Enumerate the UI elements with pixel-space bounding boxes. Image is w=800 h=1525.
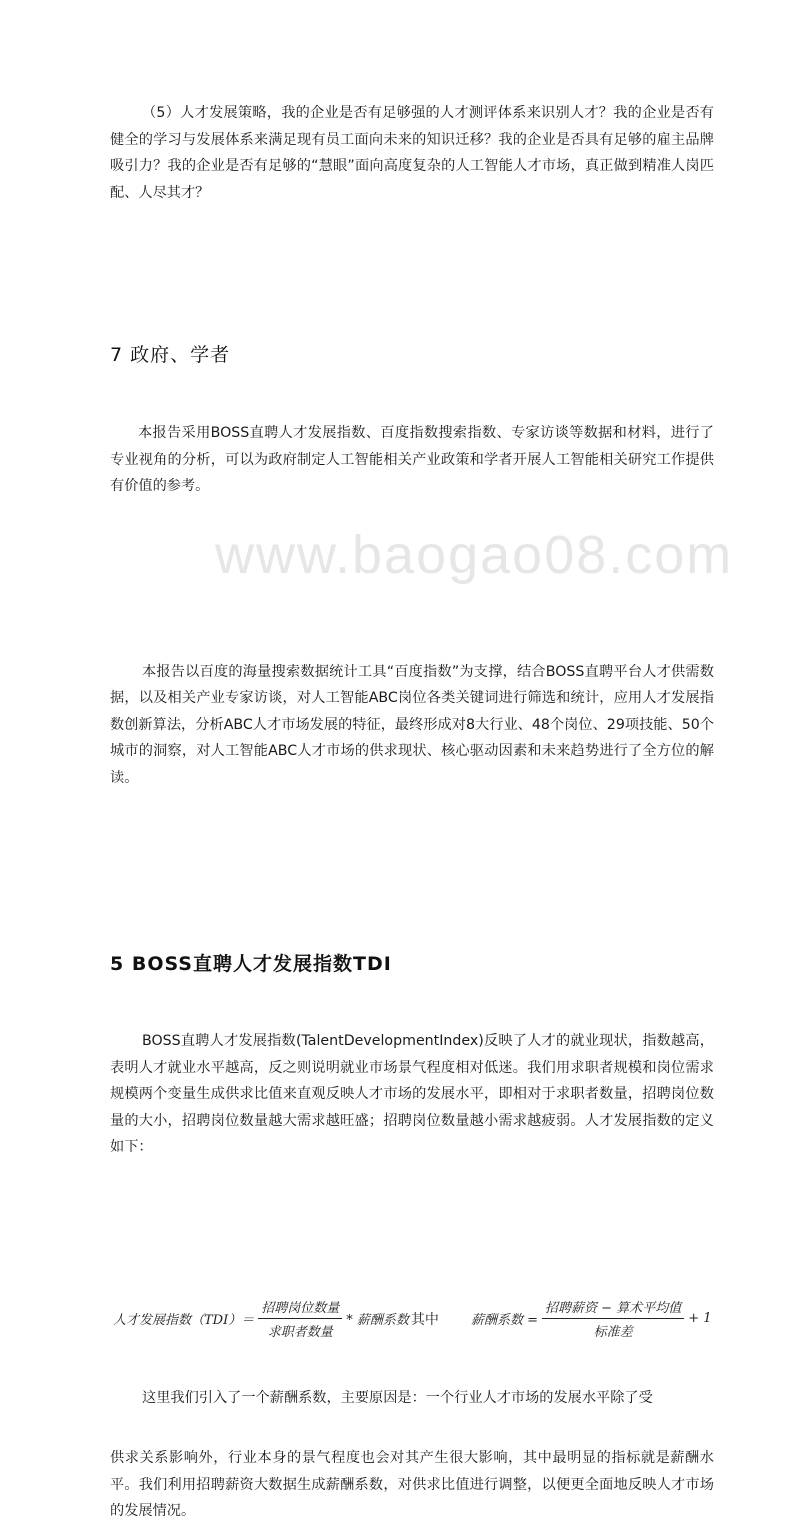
formula-where-text: 其中 — [410, 1311, 439, 1328]
formula-tdi-multiplier: * 薪酬系数 — [346, 1313, 409, 1328]
formula-coef-fraction — [542, 1297, 684, 1340]
formula-tdi-denominator: 求职者数量 — [267, 1325, 333, 1340]
formula-coef-plus-one: + 1 — [688, 1311, 712, 1326]
formula-coef-lhs: 薪酬系数 = — [471, 1313, 539, 1328]
paragraph-government-scholars: 本报告采用BOSS直聘人才发展指数、百度指数搜索指数、专家访谈等数据和材料，进行了专业视角的分析，可以为政府制定人工智能相关产业政策和学者开展人工智能相关研究工作提供有价值的参考。 — [110, 425, 714, 494]
paragraph-tdi-definition: BOSS直聘人才发展指数(TalentDevelopmentIndex)反映了人才的就业现状，指数越高，表明人才就业水平越高，反之则说明就业市场景气程度相对低迷。我们用求职者规模和岗位需求规模两个变量生成供求比值来直观反映人才市场的发展水平，即相对于求职者数量，招聘岗位数量的大小，招聘岗位数量越大需求越旺盛；招聘岗位数量越小需求越疲弱。人才发展指数的定义如下： — [110, 1033, 714, 1155]
formula-tdi-numerator: 招聘岗位数量 — [258, 1297, 342, 1319]
paragraph-salary-coef-rest: 供求关系影响外，行业本身的景气程度也会对其产生很大影响，其中最明显的指标就是薪酬水平。我们利用招聘薪资大数据生成薪酬系数，对供求比值进行调整，以便更全面地反映人才市场的发展情况。 — [110, 1450, 714, 1519]
tdi-formula — [113, 1298, 723, 1340]
paragraph-salary-coef-line1: 这里我们引入了一个薪酬系数，主要原因是：一个行业人才市场的发展水平除了受 — [142, 1389, 653, 1406]
section-heading-5: 5 BOSS直聘人才发展指数TDI — [110, 953, 392, 975]
formula-coef-numerator: 招聘薪资 − 算术平均值 — [542, 1297, 684, 1319]
formula-tdi-fraction — [258, 1297, 342, 1340]
section-heading-7: 7 政府、学者 — [110, 344, 231, 366]
paragraph-baidu-index: 本报告以百度的海量搜索数据统计工具“百度指数”为支撑，结合BOSS直聘平台人才供需数据，以及相关产业专家访谈，对人工智能ABC岗位各类关键词进行筛选和统计，应用人才发展指数创新算法，分析ABC人才市场发展的特征，最终形成对8大行业、48个岗位、29项技能、50个城市的洞察，对人工智能ABC人才市场的供求现状、核心驱动因素和未来趋势进行了全方位的解读。 — [110, 663, 714, 786]
formula-coef-denominator: 标准差 — [593, 1325, 633, 1340]
watermark: www.baogao08.com — [215, 525, 734, 585]
paragraph-talent-strategy: （5）人才发展策略，我的企业是否有足够强的人才测评体系来识别人才？我的企业是否有健全的学习与发展体系来满足现有员工面向未来的知识迁移？我的企业是否具有足够的雇主品牌吸引力？我的企业是否有足够的“慧眼”面向高度复杂的人工智能人才市场，真正做到精准人岗匹配、人尽其才？ — [110, 105, 714, 201]
formula-tdi-lhs: 人才发展指数（TDI）＝ — [113, 1313, 255, 1328]
